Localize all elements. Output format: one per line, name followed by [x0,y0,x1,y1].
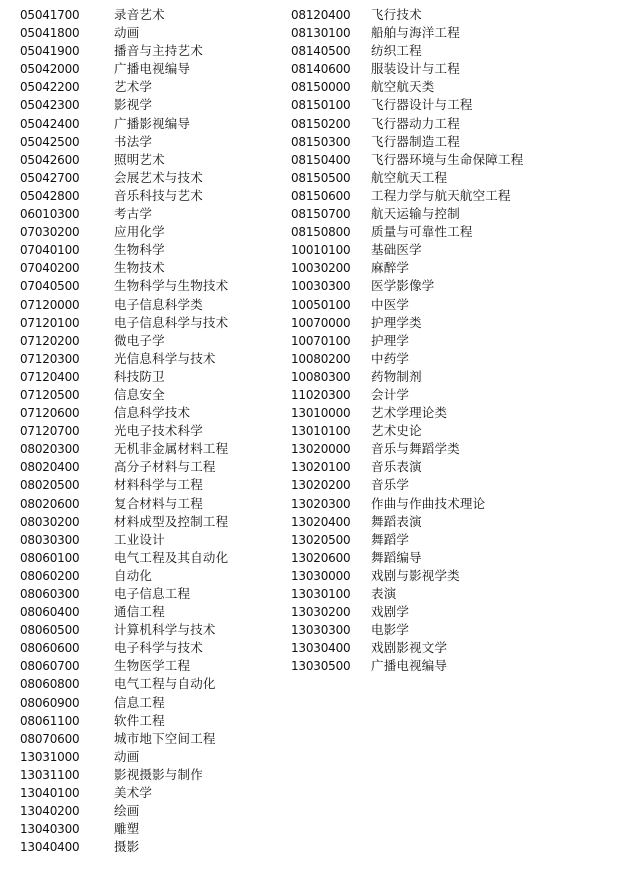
major-code: 07030200 [20,225,80,240]
list-item [291,259,631,277]
list-item [20,422,290,440]
list-item [291,513,631,531]
major-name: 电气工程与自动化 [114,676,216,692]
major-name: 电影学 [371,622,410,638]
major-name: 电气工程及其自动化 [114,549,229,565]
major-code: 07120000 [20,297,80,312]
major-name: 音乐与舞蹈学类 [371,441,460,457]
major-name: 艺术史论 [371,423,422,439]
major-code: 08120400 [291,8,351,22]
list-item [20,332,290,350]
major-name: 航天运输与控制 [371,206,460,222]
major-code: 08140600 [291,62,351,77]
list-item [20,802,290,820]
list-item [291,621,631,639]
list-item [291,657,631,675]
list-item [20,42,290,60]
list-item [291,277,631,295]
list-item [20,657,290,675]
right-column [291,6,631,675]
major-code: 07120500 [20,387,80,402]
list-item [20,730,290,748]
list-item [20,404,290,422]
major-name: 飞行器制造工程 [371,133,460,149]
list-item [291,151,631,169]
major-code: 13040200 [20,804,80,819]
major-name: 中药学 [371,350,410,366]
major-code: 08030200 [20,514,80,529]
major-name: 广播影视编导 [114,115,191,131]
major-name: 艺术学理论类 [371,405,448,421]
major-code: 10030300 [291,279,351,294]
major-name: 通信工程 [114,604,165,620]
list-item [291,6,631,24]
major-name: 广播电视编导 [114,61,191,77]
major-name: 音乐学 [371,477,410,493]
major-code: 08150300 [291,134,351,149]
list-item [20,241,290,259]
major-name: 自动化 [114,567,153,583]
major-code: 05042000 [20,62,80,77]
major-name: 生物科学 [114,242,165,258]
major-code: 08150200 [291,116,351,131]
list-item [20,549,290,567]
major-code: 08060600 [20,641,80,656]
list-item [20,458,290,476]
list-item [20,187,290,205]
list-item [20,368,290,386]
major-name: 音乐科技与艺术 [114,187,203,203]
list-item [291,531,631,549]
major-name: 信息安全 [114,386,165,402]
major-code: 08150500 [291,170,351,185]
major-code: 13040400 [20,840,80,855]
major-code: 05041700 [20,8,80,22]
list-item [291,332,631,350]
list-item [291,495,631,513]
major-name: 服装设计与工程 [371,61,460,77]
list-item [291,440,631,458]
major-name: 摄影 [114,839,140,855]
major-code: 08150100 [291,98,351,113]
major-code: 13020300 [291,496,351,511]
list-item [291,567,631,585]
major-code: 07120700 [20,424,80,439]
major-code: 08020400 [20,460,80,475]
major-name: 科技防卫 [114,368,165,384]
major-name: 音乐表演 [371,459,422,475]
major-code: 13010100 [291,424,351,439]
list-item [20,133,290,151]
list-item [20,24,290,42]
major-code: 05041900 [20,44,80,59]
major-name: 材料科学与工程 [114,477,203,493]
major-name: 会展艺术与技术 [114,169,203,185]
major-code: 05042700 [20,170,80,185]
major-code: 13030400 [291,641,351,656]
major-name: 光电子技术科学 [114,423,203,439]
major-name: 中医学 [371,296,410,312]
major-code: 08060900 [20,695,80,710]
list-item [20,78,290,96]
major-name: 戏剧学 [371,604,410,620]
list-item [20,296,290,314]
major-code: 13020600 [291,550,351,565]
major-name: 戏剧与影视学类 [371,567,460,583]
major-code: 05042500 [20,134,80,149]
major-code: 07120100 [20,315,80,330]
major-name: 电子科学与技术 [114,640,203,656]
major-name: 纺织工程 [371,43,422,59]
major-name: 高分子材料与工程 [114,459,216,475]
major-code: 07120400 [20,369,80,384]
major-name: 会计学 [371,386,410,402]
major-name: 生物技术 [114,260,165,276]
major-name: 护理学 [371,332,410,348]
list-item [291,96,631,114]
major-name: 飞行技术 [371,7,422,22]
list-item [291,458,631,476]
list-item [20,748,290,766]
list-item [20,694,290,712]
major-code: 08060100 [20,550,80,565]
major-name: 基础医学 [371,242,422,258]
major-code: 07040200 [20,261,80,276]
major-code: 08020300 [20,442,80,457]
major-code: 13030200 [291,605,351,620]
major-name: 广播电视编导 [371,658,448,674]
major-name: 飞行器环境与生命保障工程 [371,151,524,167]
major-code: 05041800 [20,26,80,41]
major-code: 05042200 [20,80,80,95]
major-code: 08060300 [20,587,80,601]
major-name: 医学影像学 [371,278,435,294]
major-name: 舞蹈编导 [371,549,422,565]
major-code: 08150000 [291,80,351,95]
major-code: 08060400 [20,605,80,620]
list-item [20,513,290,531]
major-name: 计算机科学与技术 [114,622,216,638]
major-code: 05042800 [20,188,80,203]
list-item [291,115,631,133]
list-item [291,549,631,567]
list-item [20,621,290,639]
major-code: 10030200 [291,261,351,276]
list-item [20,440,290,458]
list-item [20,531,290,549]
list-item [20,223,290,241]
list-item [20,639,290,657]
major-name: 信息工程 [114,694,165,710]
major-name: 微电子学 [114,332,165,348]
major-name: 工业设计 [114,531,165,547]
major-code: 13020500 [291,532,351,547]
major-code: 08060200 [20,568,80,583]
major-code: 13030500 [291,659,351,674]
list-item [20,169,290,187]
list-item [291,205,631,223]
list-item [20,60,290,78]
major-code: 07040100 [20,243,80,258]
major-code: 06010300 [20,207,80,222]
list-item [291,404,631,422]
list-item [291,585,631,603]
list-item [291,187,631,205]
list-item [291,314,631,332]
major-name: 播音与主持艺术 [114,43,203,59]
list-item [291,60,631,78]
list-item [291,368,631,386]
major-code: 13040300 [20,822,80,837]
list-item [20,784,290,802]
major-code: 13020100 [291,460,351,475]
major-name: 美术学 [114,785,153,801]
list-item [291,422,631,440]
major-name: 舞蹈表演 [371,513,422,529]
list-item [291,133,631,151]
major-name: 工程力学与航天航空工程 [371,187,511,203]
major-code: 13020000 [291,442,351,457]
major-name: 艺术学 [114,79,153,95]
major-name: 生物医学工程 [114,658,191,674]
list-item [291,241,631,259]
major-name: 动画 [114,748,140,764]
list-item [20,6,290,24]
major-code: 08070600 [20,731,80,746]
major-name: 复合材料与工程 [114,495,203,511]
major-code: 08150800 [291,225,351,240]
list-item [20,386,290,404]
list-item [20,675,290,693]
major-code: 05042400 [20,116,80,131]
list-item [20,820,290,838]
major-code: 08150600 [291,188,351,203]
list-item [20,277,290,295]
major-code: 05042300 [20,98,80,113]
list-item [20,712,290,730]
list-item [291,169,631,187]
major-name: 影视摄影与制作 [114,766,203,782]
major-code: 08150700 [291,207,351,222]
list-item [20,205,290,223]
major-code: 08020500 [20,478,80,493]
major-name: 影视学 [114,97,153,113]
major-name: 麻醉学 [371,260,410,276]
major-name: 生物科学与生物技术 [114,278,229,294]
major-name: 作曲与作曲技术理论 [371,495,486,511]
list-item [20,151,290,169]
major-code: 13031100 [20,767,80,782]
major-code: 07120300 [20,351,80,366]
major-code: 08030300 [20,532,80,547]
major-name: 航空航天类 [371,79,435,95]
major-name: 表演 [371,586,397,601]
list-item [291,386,631,404]
major-name: 飞行器设计与工程 [371,97,473,113]
major-code: 10010100 [291,243,351,258]
major-name: 城市地下空间工程 [114,730,216,746]
major-name: 录音艺术 [114,7,165,22]
major-name: 电子信息科学与技术 [114,314,229,330]
major-code: 10050100 [291,297,351,312]
major-code: 07040500 [20,279,80,294]
list-item [20,476,290,494]
major-code: 07120200 [20,333,80,348]
major-code: 08130100 [291,26,351,41]
major-name: 电子信息科学类 [114,296,203,312]
major-code: 08020600 [20,496,80,511]
major-code: 13040100 [20,786,80,801]
list-item [291,639,631,657]
major-name: 考古学 [114,206,153,222]
major-name: 航空航天工程 [371,169,448,185]
list-item [291,223,631,241]
list-item [291,603,631,621]
major-name: 雕塑 [114,821,140,837]
list-item [20,115,290,133]
major-code: 13010000 [291,406,351,421]
list-item [20,350,290,368]
major-code: 08060800 [20,677,80,692]
major-name: 绘画 [114,803,140,819]
major-code: 13031000 [20,749,80,764]
major-name: 信息科学技术 [114,405,191,421]
list-item [20,585,290,603]
major-name: 护理学类 [371,314,422,330]
major-name: 船舶与海洋工程 [371,25,460,41]
major-code: 10070000 [291,315,351,330]
major-code: 13030300 [291,623,351,638]
major-name: 舞蹈学 [371,531,410,547]
left-column [20,6,290,856]
list-item [20,495,290,513]
major-code: 08140500 [291,44,351,59]
list-item [20,259,290,277]
major-name: 光信息科学与技术 [114,350,216,366]
list-item [291,476,631,494]
major-code: 08060700 [20,659,80,674]
major-name: 动画 [114,25,140,41]
major-code: 13030100 [291,587,351,601]
major-name: 质量与可靠性工程 [371,224,473,240]
list-item [291,42,631,60]
list-item [291,24,631,42]
list-item [20,96,290,114]
major-name: 药物制剂 [371,368,422,384]
list-item [20,314,290,332]
major-code: 08061100 [20,713,80,728]
list-item [20,838,290,856]
major-name: 软件工程 [114,712,165,728]
major-name: 无机非金属材料工程 [114,441,229,457]
major-code: 08150400 [291,152,351,167]
major-code: 13020200 [291,478,351,493]
list-item [291,350,631,368]
major-code: 13020400 [291,514,351,529]
major-code: 08060500 [20,623,80,638]
major-name: 飞行器动力工程 [371,115,460,131]
major-code: 10080300 [291,369,351,384]
list-item [291,296,631,314]
major-code: 07120600 [20,406,80,421]
major-code: 11020300 [291,387,351,402]
major-code: 05042600 [20,152,80,167]
list-item [20,603,290,621]
list-item [20,766,290,784]
major-code: 13030000 [291,568,351,583]
major-code: 10080200 [291,351,351,366]
major-code: 10070100 [291,333,351,348]
list-item [291,78,631,96]
major-name: 材料成型及控制工程 [114,513,229,529]
major-name: 书法学 [114,133,153,149]
major-name: 电子信息工程 [114,586,191,601]
major-name: 应用化学 [114,224,165,240]
major-name: 照明艺术 [114,151,165,167]
major-name: 戏剧影视文学 [371,640,448,656]
list-item [20,567,290,585]
